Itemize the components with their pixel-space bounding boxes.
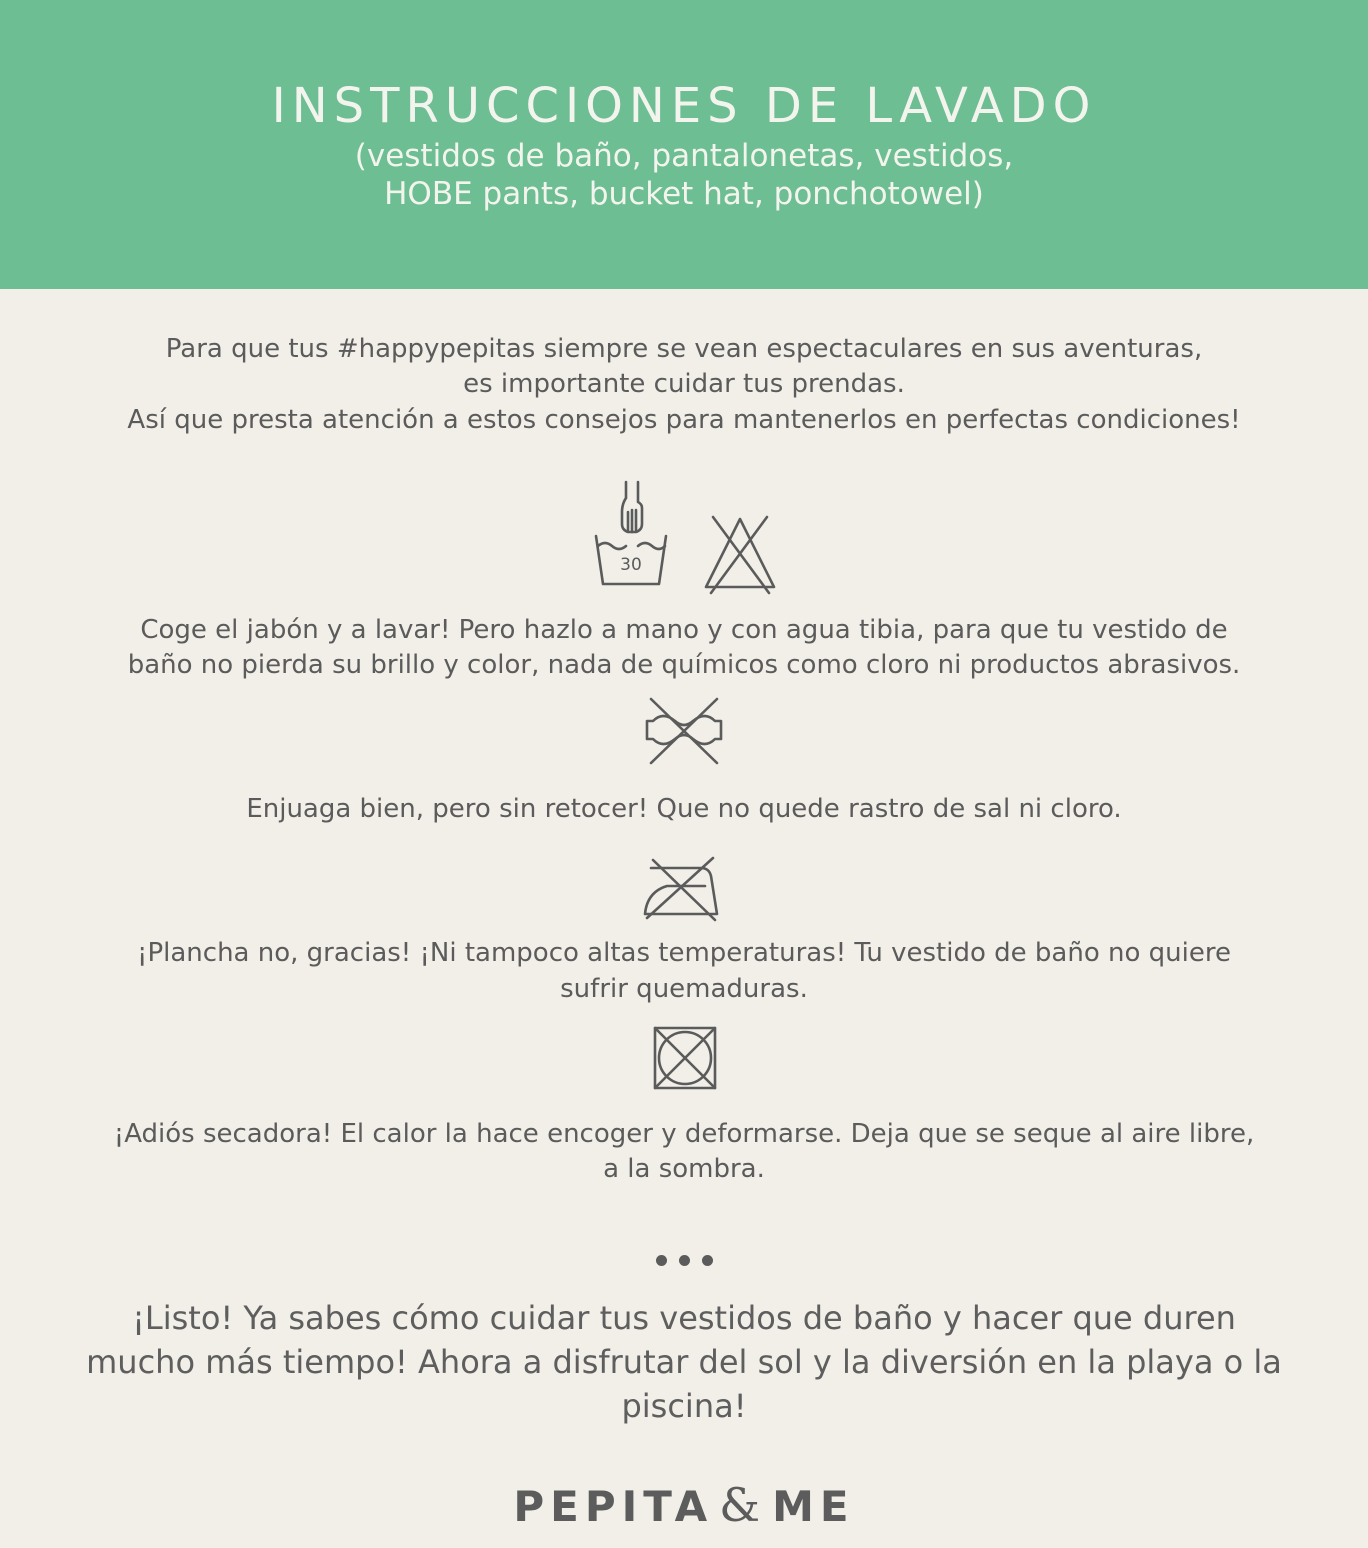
iron-instruction-line2: sufrir quemaduras. [560,974,808,1004]
wash-instruction-line1: Coge el jabón y a lavar! Pero hazlo a mano y con agua tibia, para que tu vestido de [140,615,1228,645]
wash-instruction-line2: baño no pierda su brillo y color, nada de químicos como cloro ni productos abrasivos. [127,650,1241,680]
logo-word-left: PEPITA [513,1482,714,1531]
intro-line2: es importante cuidar tus prendas. [463,369,905,399]
logo-ampersand: & [719,1478,767,1532]
no-tumble-dry-icon [651,1024,719,1092]
rinse-instruction: Enjuaga bien, pero sin retocer! Que no quede rastro de sal ni cloro. [246,794,1122,824]
logo-word-right: ME [772,1482,855,1531]
dry-instruction-line2: a la sombra. [603,1154,765,1184]
closing-line1: ¡Listo! Ya sabes cómo cuidar tus vestidos de baño y hacer que duren [132,1299,1236,1337]
brand-logo [0,1478,1368,1532]
no-bleach-icon [703,515,777,595]
page-title: INSTRUCCIONES DE LAVADO [271,78,1097,134]
separator-dots [654,1255,714,1267]
no-wring-icon [643,697,725,767]
page-subtitle-line1: (vestidos de baño, pantalonetas, vestidos, [354,138,1014,174]
separator-dot [679,1255,690,1266]
dry-instruction-line1: ¡Adiós secadora! El calor la hace encoger y deformarse. Deja que se seque al aire libre, [113,1119,1255,1149]
closing-line3: piscina! [621,1387,747,1425]
separator-dot [702,1255,713,1266]
no-iron-icon [641,854,721,924]
closing-line2: mucho más tiempo! Ahora a disfrutar del sol y la diversión en la playa o la [86,1343,1282,1381]
iron-instruction-line1: ¡Plancha no, gracias! ¡Ni tampoco altas temperaturas! Tu vestido de baño no quiere [137,938,1231,968]
separator-dot [656,1255,667,1266]
hand-wash-temperature: 30 [620,555,642,575]
hand-wash-icon [592,478,670,590]
intro-line1: Para que tus #happypepitas siempre se vean espectaculares en sus aventuras, [165,334,1203,364]
page-subtitle-line2: HOBE pants, bucket hat, ponchotowel) [384,176,984,212]
header-banner [0,0,1368,289]
intro-line3: Así que presta atención a estos consejos para mantenerlos en perfectas condiciones! [127,405,1241,435]
